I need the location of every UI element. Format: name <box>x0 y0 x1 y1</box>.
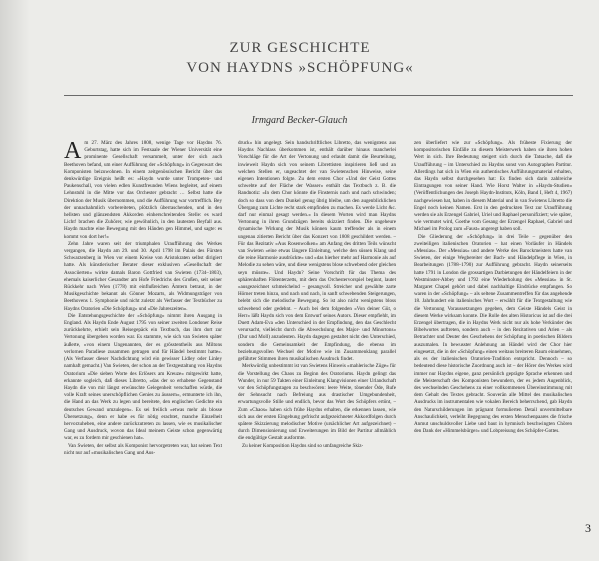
binding-shadow <box>0 0 30 561</box>
page-number: 3 <box>585 521 591 535</box>
paragraph: Zehn Jahre waren seit der triumphalen Uraufführung des Werkes vergangen, die Haydn am 29. und 30. April 1798 im Palais des Fürsten Schwarzenberg in Wien vor einem Kreise von Aristokraten selbst dirigiert hatte. Als künstlerischer Berater dieser exklusiven »Gesellschaft der Associierten« wirkte damals Baron Gottfried van Swieten (1734–1803), ehemals kaiserlicher Gesandter am Hofe Friedrichs des Großen, seit seiner Rückkehr nach Wien (1778) mit einflußreichen Ämtern betraut, in der Musikgeschichte bekannt als Gönner Mozarts, als Widmungsträger von Beethovens 1. Symphonie und nicht zuletzt als Verfasser der Textbücher zu Haydns Oratorien »Die Schöpfung« und »Die Jahreszeiten«. <box>64 240 222 312</box>
paragraph: zen überliefert wie zur »Schöpfung«. Als früheste Fixierung der kompositorischen Einfälle zu diesem Meisterwerk haben sie ihren hohen Wert in sich. Ihre Bedeutung steigert sich durch die Tatsache, daß die Uraufführung – im Unterschied zu Haydns sonst von Autographen Partitur. Allerdings hat sich in Wien ein authentisches Aufführungsmaterial erhalten, das Haydn selbst durchgesehen hat: Es finden sich darin zahlreiche Eintragungen von seiner Hand. Wie Horst Walter in »Haydn-Studien« (Veröffentlichungen des Joseph Haydn-Instituts, Köln, Band I, Heft 4, 1967) nachgewiesen hat, haben in diesem Material und in van Swietens Libretto die Engel noch keinen Namen. Erst in den gedruckten Text zur Uraufführung werden sie als Erzengel Gabriel, Uriel und Raphael personifiziert; wie später, wie vermutet wird, Goethe vom Gesang der Erzengel Raphael, Gabriel und Michael im Prolog zum »Faust« angeregt haben soll. <box>414 140 572 233</box>
paragraph: Am 27. März des Jahres 1808, wenige Tage vor Haydns 76. Geburtstag, hatte sich im Festsaale der Wiener Universität eine prominente Gesellschaft versammelt, unter der sich auch Beethoven befand, um einer Aufführung der »Schöpfung« in Gegenwart des Komponisten beizuwohnen. In einem zeitgenössischen Bericht über das denkwürdige Ereignis heißt es: »Haydn wurde unter Trompeten- und Paukenschall, von vielen edlen Kunstfreunden Wiens begleitet, auf einem Lehnstuhl in die Mitte vor das Orchester gebracht … Selbst hatte die Direktion der Musik übernommen, und die Aufführung war vortrefflich. Bey der unnachahmlich vorbereiteten, plötzlich überraschenden, und in den hellsten und glänzendsten Akkorden einherschreitenden Stelle: es ward Licht! brachen die Zuhörer, wie gewöhnlich, in den lautesten Beyfall aus. Haydn machte eine Bewegung mit den Händen gen Himmel, und sagte: es kommt von dort her!« <box>64 140 222 240</box>
page-title <box>140 38 460 78</box>
paragraph: Die Entstehungsgeschichte der »Schöpfung« nimmt ihren Ausgang in England. Als Haydn Ende August 1795 von seiner zweiten Londoner Reise zurückkehrte, erhielt sein Reisegepäck ein Textbuch, das ihm dort zur Vertonung übergeben worden war. Es stammte, wie sich van Swieten später äußerte, »von einem Ungenannten, der es grösstentheils aus Miltons verlornen Paradiese zusammen getragen und für Händel bestimmt hatte«. (Als Verfasser dieser Nachdichtung wird ein gewisser Lidley oder Linley namhaft gemacht.) Van Swieten, der schon an der Textgestaltung von Haydns Oratorium »Die sieben Worte des Erlösers am Kreuze« mitgewirkt hatte, erkannte sogleich, daß dieses Libretto, »das der so erhabene Gegenstand Haydn die von mir längst erwünschte Gelegenheit verschaffen würde, die volle Kraft seines unerschöpflichen Genies zu äussern«, ermunterte ich ihn, die Hand an das Werk zu legen und bereitete, den englischen Gedichte ein deutsches Gewand umzulegen«. Es sei freilich »etwas mehr als blosse Übersetzung«, denn er habe es für nötig erachtet, manche Einzelheit hervorzuheben, eine andere zurückzutreten zu lassen, wie es musikalischer Gang und Ausdruck, wovon das Ideal meinem Geiste schon gegenwärtig war, es zu fordern mir geschienen hat«. <box>64 312 222 442</box>
title-rule <box>64 95 573 96</box>
paragraph: Van Swieten, der selbst als Komponist hervorgetreten war, hat seinen Text nicht nur auf »musikalischen Gang und Aus- <box>64 442 222 456</box>
paragraph: Merkwürdig unbestimmt ist van Swietens Hinweis »mahlerische Züge« für die Vorstellung des Chaos zu Beginn des Oratoriums. Haydn gelingt das Wunder, in nur 59 Takten einer Einleitung Klangvisionen einer Urlandschaft vor den Schöpfungstagen zu beschwören: leere Weite, tönender Öde, Rufe der Sehnsucht nach Befreiung aus drastischer Umgebundenheit, erwartungsvolle Stille und endlich, bevor das Wort des Schöpfers ertönt, – Zum »Chaos« haben sich frühe Haydns erhalten, die erkennen lassen, wie sich aus der ersten Eingebung gefrischt aufgezeichneter Akkordfolgen durch spätere Skizzierung melodischer Motive (ursächlicher Art aufgezeichnet) – durch Dimensionierung und Erweiterungen im Bild der Partitur allmählich die endgültige Gestalt ausformte. <box>238 363 396 442</box>
paragraph: druck« hin angelegt. Sein handschriftliches Libretto, das wenigstens aus Haydns Nachlass überkommen ist, enthält darüber hinaus mancherlei Vorschläge für die Art der Vertonung und erlaubt damit die Beurteilung, inwieweit Haydn sich von seinem Librettisten inspirieren ließ und an welchen Stellen er, ungeachtet der van Swietenschen Hinweise, seine eigenen Intentionen folgte. Zu dem ersten Chor »Und der Geist Gottes schwebte auf der Fläche der Wasser« enthält das Textbuch z. B. die Randnotiz: »In dem Chor könnte die Finsternis nach und nach schwinden; doch so dass von dem Dunkel genug übrig bleibe, um den augenblicklichen Übergang zum Lichte recht stark empfinden zu machen. Es werde Licht &c. darf nur einmal gesagt werden.« In diesem Worten wird man Haydns Vertonung in ihren Grundzügen bereits skizziert finden. Die ungeheure dynamische Wirkung der Musik können kaum treffender als in einem ungenau zitierten Bericht über das Konzert von 1808 geschildert werden. – Für das Rezitativ »Aus Rosenwolken« am Anfang des dritten Teils wünscht van Swieten »eine etwas längere Einleitung, welche den süssen Klang und die reine Harmonie ausdrückte« und »das hierher mehr auf Harmonie als auf Melodie zu sehen wäre, und diese wenigstens blose schwebend oder gleichen seyn müsste«. Und Haydn? Seine Vorschrift für das Thema des sphärenhaften Flötenterzetts, mit dem das Orchestervorspiel beginnt, lautet »ausgezeichnet schmeichelnd – gesangvoll. Streicher und gewählte zarte Hörner treten hinzu, und nach und nach, in sanft schwebenden Steigerungen, belebt sich die melodische Bewegung. So ist also nicht wenigstens bloss schwebend oder gedehnt. – Auch bei dem folgenden »Von deiner Güt, o Herr« läßt Haydn sich von dem Entwurf seines Autors. Dieser empfiehlt, im Duett Adam-Eva »den Unterschied in der Empfindung, den das Geschlecht verursacht, vielleicht durch die Abwechslung des Major- und Minortons« (Dur und Moll) anzudeuten. Haydn dagegen gestaltet nicht den Unterschied, sondern die Gemeinsamkeit der Empfindung, die ebenso im beziehungsvollen Wechsel der Motive wie im Zusammenklang parallel geführter Stimmen ihren musikalischen Ausdruck findet. <box>238 140 396 363</box>
drop-cap: A <box>64 140 82 164</box>
paragraph: Zu keiner Komposition Haydns sind so umfangreiche Skiz- <box>242 442 364 449</box>
author-name: Irmgard Becker-Glauch <box>251 115 348 126</box>
title-line-1: ZUR GESCHICHTE <box>229 40 371 56</box>
text-column-3 <box>414 140 572 552</box>
paragraph: Die Gliederung der »Schöpfung« in drei Teile – gegenüber den zweiteiligen italienischen Oratorien – hat einen Vorläufer in Händels »Messias«. Der »Messias« und andere Werke des Barockmeisters hatte van Swieten, der einige Wegbereiter der Bach- und Händelpflege in Wien, in Bearbeitungen (1788–1790) zur Aufführung gebracht. Haydn seinerseits hatte 1791 in London die grossartigen Darbietungen der Händelfeiern in der Westminster-Abbey und 1792 eine Wiederholung des »Messias« in St. Margaret Chapel gehört und dabei nachhaltige Eindrücke empfangen. So waren in der »Schöpfung« – als seltene Zusammentreffen für das angehende 18. Jahrhundert ein italienisches Wort – erwählt für die Textgestaltung wie die Vertonung Voraussetzungen gegeben, dem Geiste Händels Geist in diesem Werke wirksam konnte. Die Rolle des alten Historicus ist auf die drei Erzengel übertragen, die in Haydns Werk nicht nur als hohe Verkünder des Bibelwortes auftreten, sondern auch – in den Rezitativen und Arien – als Betrachter und Deuter des Geschehens der Schöpfung in poetischen Bildern auszumalen. In bewusster Anlehnung an Händel wird der Chor hier eingesetzt, die in der »Schöpfung« einen weitaus breiteren Raum einnehmen, als es der italienischen Oratorien-Tradition entspricht. Dennoch – so bedeutend diese historische Zuordnung auch ist – der Hörer des Werkes wird immer nur Haydns eigene, ganz persönlich geprägte Sprache erkennen und die Meisterschaft des Komponisten bewundern, der es jedem Augenblick, des wechselnden Geschehens zu einer vollkommenen Übereinstimmung mit dem Gehalt des Textes gebracht. Souverän alle Mittel des musikalischen Ausdrucks im instrumentalen wie vokalen Bereich beherrschend, gab Haydn den Naturschilderungen im prägnant formulierten Detail unvermittelbare Anschaulichkeit, verleiht Begegnung des ersten Menschenpaares die frische Anmut unschuldsvoller Liebe und baut in hymnisch beschwingten Chören den Dank der »Himmelsbürger« und Lobpreisung des Schöpfer-Gottes. <box>414 233 572 435</box>
text-column-1 <box>64 140 222 552</box>
title-line-2: VON HAYDNS »SCHÖPFUNG« <box>186 60 414 76</box>
text-column-2 <box>238 140 396 552</box>
